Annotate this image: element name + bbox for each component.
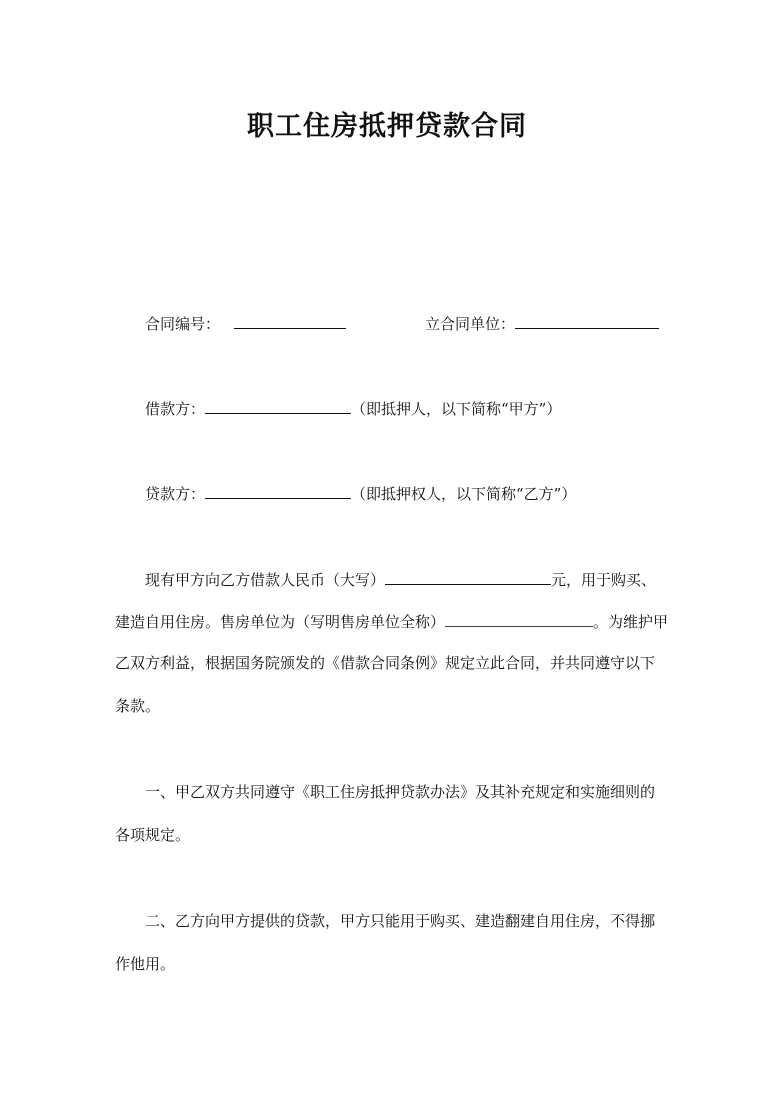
preamble-line-1 [145, 567, 656, 590]
clause-1-line-1: 一、甲乙双方共同遵守《职工住房抵押贷款办法》及其补充规定和实施细则的 [145, 783, 656, 801]
signing-unit-field [425, 311, 659, 334]
contract-number-field [145, 311, 346, 334]
signing-unit-blank[interactable] [515, 311, 659, 329]
clause-1-line-2: 各项规定。 [115, 826, 191, 844]
preamble-line-2 [115, 610, 668, 632]
lender-label: 贷款方： [145, 485, 206, 503]
preamble-line-3: 乙双方利益，根据国务院颁发的《借款合同条例》规定立此合同，并共同遵守以下 [115, 654, 656, 672]
borrower-field [145, 396, 561, 419]
preamble-line-4: 条款。 [115, 697, 161, 715]
lender-note: （即抵押权人，以下简称“乙方”） [351, 485, 577, 503]
preamble-text: 元，用于购买、 [551, 571, 657, 589]
clause-2-line-1: 二、乙方向甲方提供的贷款，甲方只能用于购买、建造翻建自用住房，不得挪 [145, 912, 656, 930]
contract-number-blank[interactable] [234, 311, 346, 329]
document-title: 职工住房抵押贷款合同 [247, 111, 527, 142]
borrower-blank[interactable] [205, 396, 351, 414]
loan-amount-blank[interactable] [385, 567, 551, 585]
clause-2-line-2: 作他用。 [115, 955, 176, 973]
signing-unit-label: 立合同单位： [425, 315, 516, 333]
seller-unit-blank[interactable] [445, 610, 593, 627]
borrower-note: （即抵押人，以下简称“甲方”） [351, 400, 562, 418]
lender-field [145, 481, 576, 504]
preamble-text: 现有甲方向乙方借款人民币（大写） [145, 571, 386, 589]
contract-number-label: 合同编号： [145, 315, 221, 333]
borrower-label: 借款方： [145, 400, 206, 418]
preamble-text: 。为维护甲 [593, 613, 669, 631]
lender-blank[interactable] [205, 481, 351, 499]
preamble-text: 建造自用住房。售房单位为（写明售房单位全称） [115, 613, 446, 631]
